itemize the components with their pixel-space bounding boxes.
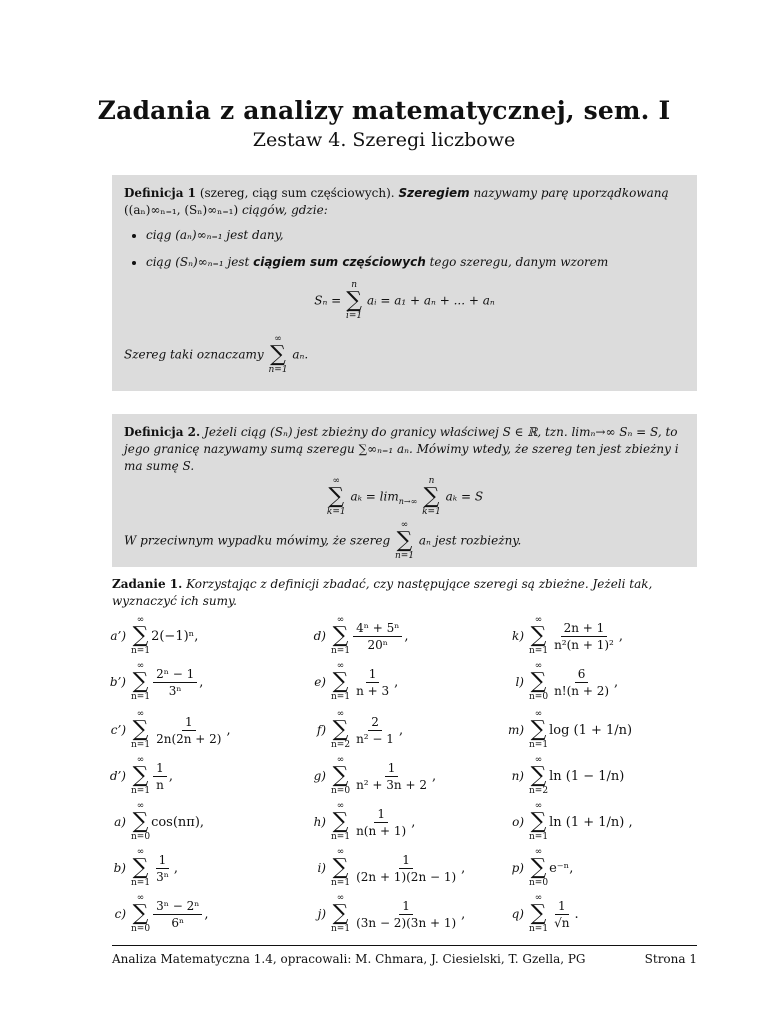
sum-lower-limit: i=1 xyxy=(346,311,363,321)
exercise-item-label: a) xyxy=(114,815,126,829)
bullet-2-post: tego szeregu, danym wzorem xyxy=(429,255,609,269)
note-text: Szereg taki oznaczamy xyxy=(124,347,264,362)
definition-1-bullet-1: • ciąg (aₙ)∞ₙ₌₁ jest dany, xyxy=(146,227,685,244)
sum-upper-limit: n xyxy=(428,476,435,486)
exercise-item-label: n) xyxy=(511,769,524,783)
sum-symbol: ∞ ∑ n=1 xyxy=(131,661,151,702)
numerator: 1 xyxy=(153,762,167,777)
sum-symbol: ∞ ∑ n=1 xyxy=(529,893,549,934)
denominator: n xyxy=(156,777,164,792)
sum-lower-limit: n=1 xyxy=(394,551,415,561)
formula-rhs: aᵢ = a₁ + aₙ + ... + aₙ xyxy=(367,293,495,308)
exercise-item xyxy=(302,662,398,702)
exercise-expression: log (1 + 1/n) xyxy=(549,722,633,738)
definition-1-list xyxy=(124,227,685,271)
sum-symbol: ∞ ∑ n=2 xyxy=(529,755,549,796)
sum-lower-limit: n=1 xyxy=(529,646,549,656)
fraction xyxy=(353,854,459,883)
exercise-item xyxy=(102,616,198,656)
sum-symbol: ∞ ∑ n=0 xyxy=(131,893,151,934)
formula-part-a: aₖ = lim xyxy=(350,489,399,504)
sum-symbol: ∞ ∑ n=1 xyxy=(131,709,151,750)
definition-1-note xyxy=(124,335,685,375)
fraction xyxy=(153,668,197,697)
exercise-expression: ln (1 − 1/n) xyxy=(549,768,625,784)
exercise-text: Korzystając z definicji zbadać, czy następujące szeregi są zbieżne. Jeżeli tak, wyznaczyć ich sumy. xyxy=(112,577,653,608)
exercise-header xyxy=(112,576,697,610)
numerator: 1 xyxy=(156,854,170,869)
sum-symbol: ∞ ∑ n=1 xyxy=(529,615,549,656)
exercise-item xyxy=(102,802,204,842)
sum-lower-limit: n=0 xyxy=(131,924,151,934)
exercise-item xyxy=(102,848,178,888)
definition-1-text2: ciągów, gdzie: xyxy=(241,203,328,217)
exercise-expression: , xyxy=(461,906,466,922)
sum-lower-limit: n=1 xyxy=(268,365,288,375)
numerator: 2 xyxy=(368,716,382,731)
exercise-expression: . xyxy=(574,906,579,922)
page-number: Strona 1 xyxy=(644,952,697,966)
sum-lower-limit: n=0 xyxy=(529,692,549,702)
sum-upper-limit: ∞ xyxy=(274,334,282,344)
exercise-item-label: h) xyxy=(313,815,326,829)
exercise-item xyxy=(302,756,436,796)
sum-symbol: ∞ ∑ n=0 xyxy=(131,801,151,842)
fraction xyxy=(551,668,612,697)
exercise-expression: , xyxy=(394,674,399,690)
exercise-item-label: m) xyxy=(507,723,524,737)
numerator: 1 xyxy=(399,900,413,915)
exercise-item-label: g) xyxy=(313,769,326,783)
exercise-item xyxy=(102,662,203,702)
denominator: 2n(2n + 2) xyxy=(156,731,222,746)
exercise-expression: , xyxy=(618,628,623,644)
exercise-item-label: i) xyxy=(317,861,326,875)
exercise-item xyxy=(102,894,209,934)
sum-symbol: ∞ ∑ n=1 xyxy=(331,893,351,934)
definition-2-box xyxy=(112,414,697,567)
sum-lower-limit: n=2 xyxy=(331,740,351,750)
exercise-expression: , xyxy=(404,628,409,644)
definition-1-paren: (szereg, ciąg sum częściowych). xyxy=(199,186,395,200)
sum-lower-limit: n=1 xyxy=(331,924,351,934)
numerator: 2ⁿ − 1 xyxy=(153,668,197,683)
bullet-2-term: ciągiem sum częściowych xyxy=(253,255,426,269)
numerator: 1 xyxy=(555,900,569,915)
exercise-item-label: c) xyxy=(114,907,126,921)
exercise-item xyxy=(102,710,231,750)
definition-2-line2: to jego granicę nazywamy sumą szeregu ∑∞ₙ₌₁ aₙ. Mówimy wtedy, że szereg ten jest zbieżny xyxy=(124,425,678,456)
numerator: 6 xyxy=(575,668,589,683)
sum-symbol: ∞ ∑ n=1 xyxy=(268,334,288,375)
sum-symbol: ∞ ∑ n=1 xyxy=(131,847,151,888)
sum-lower-limit: n=1 xyxy=(131,786,151,796)
sum-symbol: ∞ ∑ n=1 xyxy=(529,801,549,842)
sum-lower-limit: n=1 xyxy=(529,832,549,842)
sum-lower-limit: k=1 xyxy=(326,507,346,517)
exercise-item xyxy=(102,756,173,796)
numerator: 2n + 1 xyxy=(561,622,608,637)
sum-lower-limit: n=1 xyxy=(331,646,351,656)
denominator: 6ⁿ xyxy=(171,915,185,930)
exercise-item-label: f) xyxy=(316,723,326,737)
sum-symbol: ∞ ∑ n=0 xyxy=(331,755,351,796)
page-footer xyxy=(112,952,697,966)
exercise-expression: , xyxy=(199,674,204,690)
denominator: 3ⁿ xyxy=(156,869,169,884)
exercise-expression: e⁻ⁿ, xyxy=(549,860,574,876)
sum-symbol: ∞ ∑ k=1 xyxy=(326,476,346,517)
numerator: 1 xyxy=(385,762,399,777)
fraction xyxy=(353,900,459,929)
definition-2-line3: i ma sumę S. xyxy=(124,442,679,473)
definition-1-text1: nazywamy parę uporządkowaną xyxy=(473,186,669,200)
sum-lower-limit: n=2 xyxy=(529,786,549,796)
sum-upper-limit: n xyxy=(351,280,357,290)
sum-symbol: n ∑ i=1 xyxy=(346,280,363,321)
note-tail: aₙ. xyxy=(292,347,309,362)
denominator: 3ⁿ xyxy=(168,683,182,698)
exercise-item-label: c’) xyxy=(110,723,126,737)
fraction xyxy=(551,900,572,929)
sum-symbol: n ∑ k=1 xyxy=(422,476,441,517)
limit-formula xyxy=(124,477,685,517)
sum-symbol: ∞ ∑ n=1 xyxy=(131,615,151,656)
exercise-expression: , xyxy=(168,768,173,784)
formula-lhs: Sₙ = xyxy=(314,293,342,308)
exercise-item xyxy=(500,848,573,888)
fraction xyxy=(153,762,167,791)
numerator: 1 xyxy=(182,716,196,731)
exercise-item-label: l) xyxy=(515,675,524,689)
exercise-expression: , xyxy=(431,768,437,784)
denominator: n(n + 1) xyxy=(356,823,407,838)
exercise-expression: , xyxy=(398,722,404,738)
definition-1-bullet-2 xyxy=(146,254,685,271)
footer-credits: Analiza Matematyczna 1.4, opracowali: M. Chmara, J. Ciesielski, T. Gzella, PG xyxy=(112,952,586,966)
exercise-item xyxy=(500,710,632,750)
exercise-item-label: e) xyxy=(314,675,326,689)
limit-subscript: n→∞ xyxy=(398,496,418,506)
denominator: n² − 1 xyxy=(356,731,394,746)
page-subtitle: Zestaw 4. Szeregi liczbowe xyxy=(252,129,516,151)
sum-symbol: ∞ ∑ n=0 xyxy=(529,847,549,888)
exercise-item xyxy=(500,894,579,934)
sum-lower-limit: n=0 xyxy=(529,878,549,888)
exercise-label: Zadanie 1. xyxy=(112,577,183,591)
exercise-item xyxy=(500,802,633,842)
formula-part-b: aₖ = S xyxy=(445,489,484,504)
sum-symbol: ∞ ∑ n=0 xyxy=(529,661,549,702)
fraction xyxy=(353,716,397,745)
numerator: 1 xyxy=(399,854,413,869)
sum-lower-limit: n=1 xyxy=(131,878,151,888)
definition-2-line1: Jeżeli ciąg (Sₙ) jest zbieżny do granicy właściwej S ∈ ℝ, tzn. limₙ→∞ Sₙ = S, xyxy=(204,425,662,439)
exercise-item xyxy=(500,616,623,656)
exercise-item xyxy=(302,802,415,842)
fraction xyxy=(153,854,172,883)
denominator: 20ⁿ xyxy=(367,637,388,652)
definition-2-note xyxy=(124,521,685,561)
fraction xyxy=(153,716,224,745)
sum-lower-limit: n=1 xyxy=(331,832,351,842)
numerator: 4ⁿ + 5ⁿ xyxy=(353,622,402,637)
fraction xyxy=(353,762,430,791)
exercise-expression: , xyxy=(411,814,416,830)
denominator: n + 3 xyxy=(356,683,390,698)
sum-lower-limit: n=0 xyxy=(131,832,151,842)
footer-divider xyxy=(112,945,697,946)
definition-1-pair: ((aₙ)∞ₙ₌₁, (Sₙ)∞ₙ₌₁) xyxy=(124,203,239,217)
exercise-expression: , xyxy=(461,860,466,876)
denominator: n²(n + 1)² xyxy=(554,637,614,652)
exercise-item-label: p) xyxy=(511,861,524,875)
fraction xyxy=(551,622,617,651)
exercise-item-label: a’) xyxy=(110,629,126,643)
fraction xyxy=(353,808,409,837)
fraction xyxy=(153,900,202,929)
fraction xyxy=(353,622,402,651)
sum-lower-limit: n=1 xyxy=(529,740,549,750)
note-text: W przeciwnym wypadku mówimy, że szereg xyxy=(124,533,391,548)
denominator: n² + 3n + 2 xyxy=(356,777,427,792)
exercise-expression: , xyxy=(204,906,209,922)
exercise-expression: , xyxy=(226,722,231,738)
numerator: 1 xyxy=(366,668,380,683)
sum-symbol: ∞ ∑ n=1 xyxy=(331,615,351,656)
exercise-item xyxy=(500,756,624,796)
definition-2-text xyxy=(124,424,685,475)
exercise-item xyxy=(302,894,465,934)
denominator: n!(n + 2) xyxy=(554,683,610,698)
fraction xyxy=(353,668,392,697)
exercise-expression: , xyxy=(173,860,179,876)
sum-lower-limit: n=1 xyxy=(131,740,151,750)
exercise-item-label: b’) xyxy=(109,675,126,689)
exercise-item xyxy=(302,848,465,888)
numerator: 3ⁿ − 2ⁿ xyxy=(153,900,202,915)
exercise-expression: , xyxy=(614,674,619,690)
exercise-expression: 2(−1)ⁿ, xyxy=(151,628,199,644)
partial-sum-formula xyxy=(124,281,685,321)
exercise-item-label: k) xyxy=(512,629,524,643)
sum-lower-limit: n=0 xyxy=(331,786,351,796)
definition-1-intro xyxy=(124,185,685,219)
page-title: Zadania z analizy matematycznej, sem. I xyxy=(97,96,671,125)
sum-lower-limit: n=1 xyxy=(131,646,151,656)
exercise-item-label: j) xyxy=(317,907,326,921)
sum-symbol: ∞ ∑ n=1 xyxy=(331,661,351,702)
sum-symbol: ∞ ∑ n=1 xyxy=(394,520,415,561)
sum-symbol: ∞ ∑ n=1 xyxy=(529,709,549,750)
exercise-expression: cos(nπ), xyxy=(151,814,205,830)
exercise-item xyxy=(500,662,618,702)
sum-upper-limit: ∞ xyxy=(400,520,409,530)
definition-1-term: Szeregiem xyxy=(398,186,470,200)
numerator: 1 xyxy=(374,808,388,823)
exercise-item-label: d’) xyxy=(109,769,126,783)
exercise-expression: ln (1 + 1/n) , xyxy=(549,814,633,830)
definition-1-label: Definicja 1 xyxy=(124,186,196,200)
denominator: √n xyxy=(554,915,570,930)
exercise-item-label: d) xyxy=(313,629,326,643)
sum-upper-limit: ∞ xyxy=(332,476,340,486)
denominator: (2n + 1)(2n − 1) xyxy=(356,869,457,884)
sum-lower-limit: k=1 xyxy=(422,507,441,517)
note-tail: aₙ jest rozbieżny. xyxy=(418,533,522,548)
definition-1-box xyxy=(112,175,697,391)
exercise-item-label: o) xyxy=(512,815,524,829)
sum-lower-limit: n=1 xyxy=(331,692,351,702)
sum-symbol: ∞ ∑ n=1 xyxy=(331,847,351,888)
exercise-item-label: q) xyxy=(511,907,524,921)
exercise-item xyxy=(302,710,403,750)
definition-2-label: Definicja 2. xyxy=(124,425,201,439)
sum-symbol: ∞ ∑ n=1 xyxy=(331,801,351,842)
bullet-2-pre: ciąg (Sₙ)∞ₙ₌₁ jest xyxy=(146,255,250,269)
denominator: (3n − 2)(3n + 1) xyxy=(356,915,457,930)
sum-symbol: ∞ ∑ n=2 xyxy=(331,709,351,750)
sum-lower-limit: n=1 xyxy=(131,692,151,702)
sum-symbol: ∞ ∑ n=1 xyxy=(131,755,151,796)
sum-lower-limit: n=1 xyxy=(529,924,549,934)
sum-lower-limit: n=1 xyxy=(331,878,351,888)
exercise-item-label: b) xyxy=(113,861,126,875)
exercise-item xyxy=(302,616,409,656)
